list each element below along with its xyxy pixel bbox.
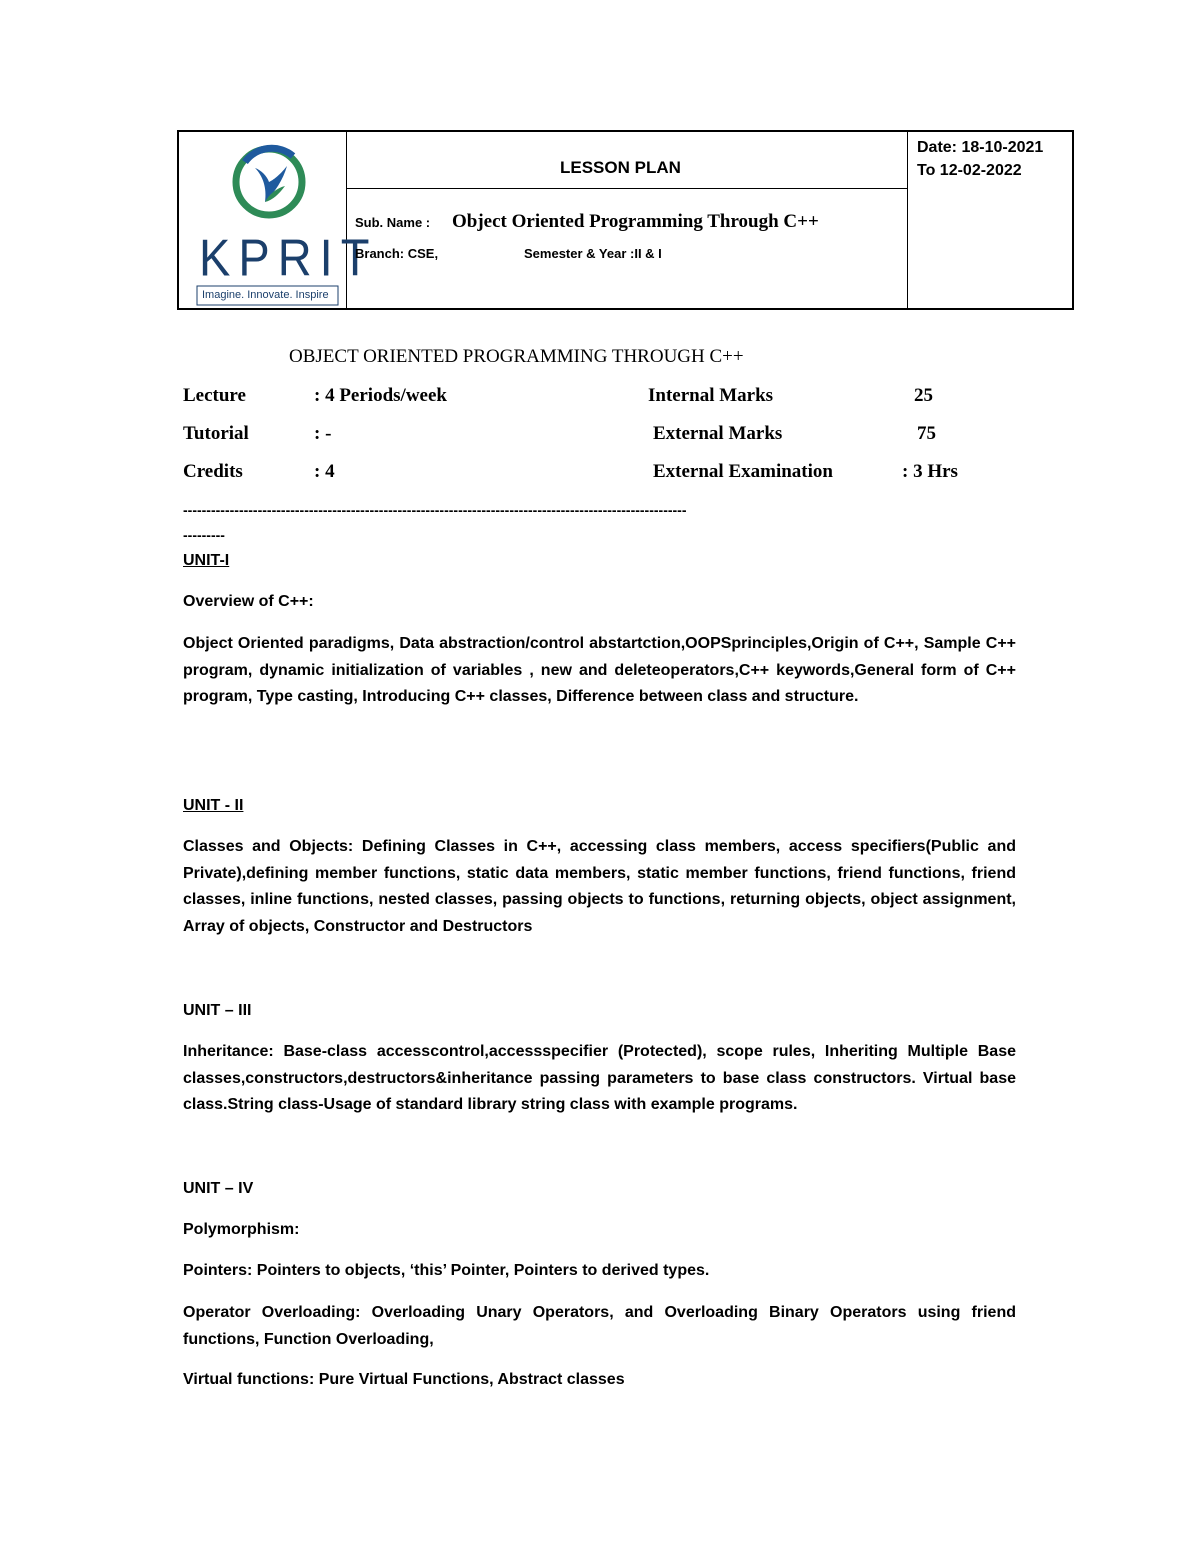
branch: Branch: CSE, [355,246,439,261]
unit-3-heading: UNIT – III [183,1002,252,1019]
credits-label: Credits [183,461,243,482]
header-divider-right [907,132,908,308]
unit-4-heading: UNIT – IV [183,1180,254,1197]
unit-2-content: Classes and Objects: Defining Classes in C++, accessing class members, access specifiers(Public and Private),defining member functions, static data members, static member functions, friend functions, friend classes, inline functions, nested classes, passing objects to functions, returning objects, object assignment, Array of objects, Constructor and Destructors [183,838,1016,935]
logo-tagline: Imagine. Innovate. Inspire [202,289,329,301]
unit-4-operator-overloading: Operator Overloading: Overloading Unary Operators, and Overloading Binary Operators using friend functions, Function Overloading, [183,1304,1016,1348]
unit-4-subheading: Polymorphism: [183,1221,300,1238]
unit-4-virtual-functions: Virtual functions: Pure Virtual Functions, Abstract classes [183,1371,625,1388]
course-title: OBJECT ORIENTED PROGRAMMING THROUGH C++ [289,346,744,367]
tutorial-label: Tutorial [183,423,249,444]
unit-1-heading: UNIT-I [183,552,230,569]
unit-1-subheading: Overview of C++: [183,593,314,610]
external-exam-label: External Examination [653,461,833,482]
lecture-label: Lecture [183,385,246,406]
subject-name: Object Oriented Programming Through C++ [452,211,819,232]
separator-line: ------------------------------------------------------------------------------------------------------------ [183,502,687,518]
external-marks-label: External Marks [653,423,783,444]
subject-label: Sub. Name : [355,215,431,230]
external-marks-value: 75 [917,423,936,444]
semester-year: Semester & Year :II & I [524,246,662,261]
unit-4-pointers: Pointers: Pointers to objects, ‘this’ Pointer, Pointers to derived types. [183,1262,710,1279]
logo-text: KPRIT [199,228,378,287]
internal-marks-label: Internal Marks [648,385,774,406]
separator-line-continued: --------- [183,527,225,543]
date-start: Date: 18-10-2021 [917,139,1044,156]
unit-1-content: Object Oriented paradigms, Data abstraction/control abstartction,OOPSprinciples,Origin of C++, Sample C++ program, dynamic initialization of variables , new and deleteoperators,C++ keywords,General form of C++ program, Type casting, Introducing C++ classes, Difference between class and structure. [183,635,1016,706]
internal-marks-value: 25 [914,385,933,406]
tutorial-value: : - [314,423,332,444]
external-exam-value: : 3 Hrs [902,461,958,482]
unit-2-heading: UNIT - II [183,797,244,814]
header-divider-middle [346,188,907,189]
date-range [917,136,1043,182]
date-end: To 12-02-2022 [917,162,1022,179]
unit-3-content: Inheritance: Base-class accesscontrol,accessspecifier (Protected), scope rules, Inheriting Multiple Base classes,constructors,destructors&inheritance passing parameters to base class constructors. Virtual base class.String class-Usage of standard library string class with example programs. [183,1043,1016,1114]
lesson-plan-title: LESSON PLAN [560,158,681,177]
kprit-logo [185,136,378,306]
credits-value: : 4 [314,461,335,482]
lecture-value: : 4 Periods/week [314,385,447,406]
